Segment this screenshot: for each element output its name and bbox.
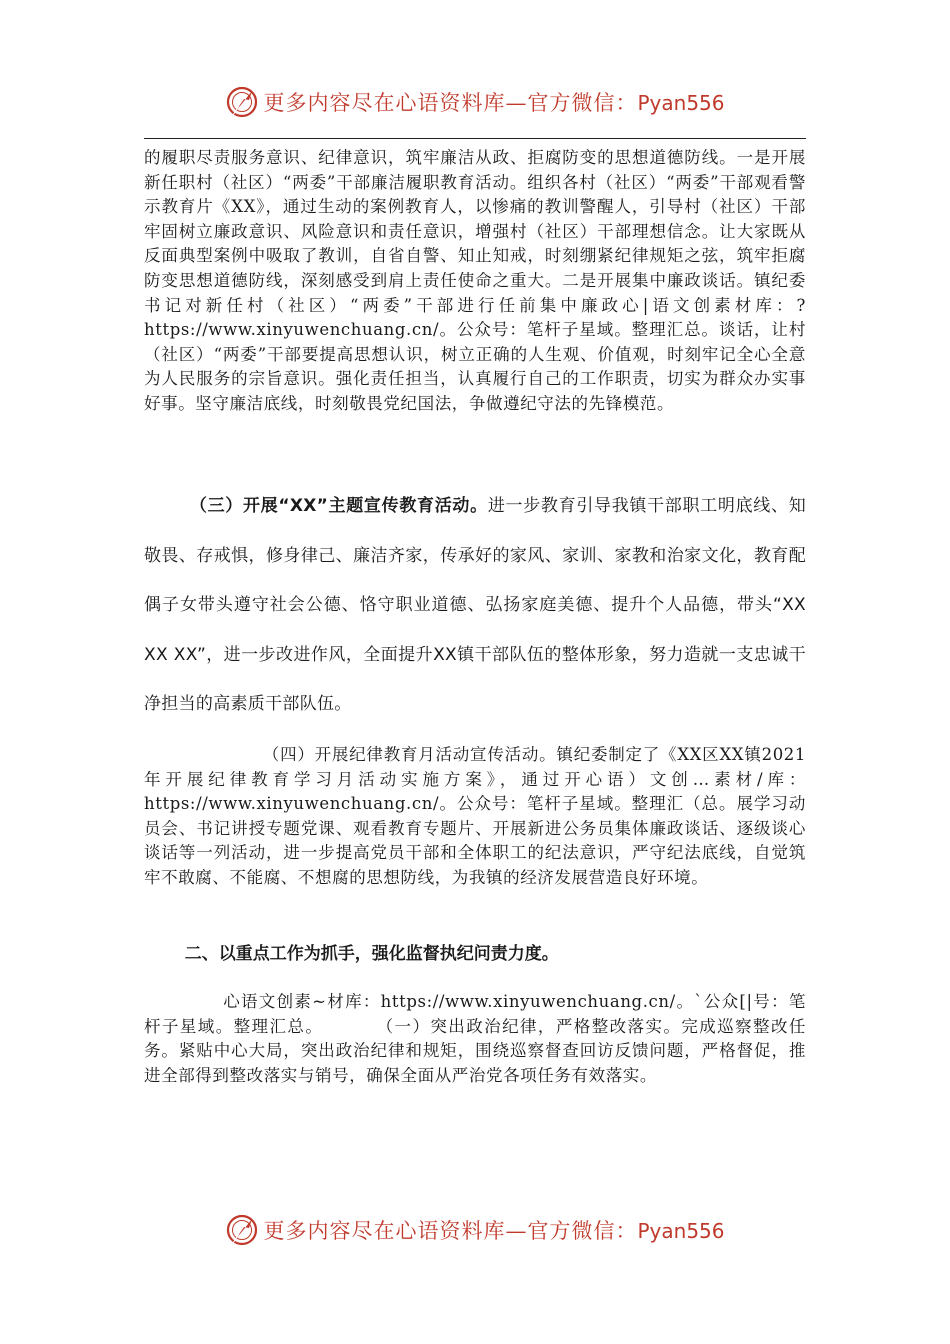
footer-banner: [0, 1208, 950, 1252]
section-3-text: 进一步教育引导我镇干部职工明底线、知敬畏、存戒惧，修身律己、廉洁齐家，传承好的家风、家训、家教和治家文化，教育配偶子女带头遵守社会公德、恪守职业道德、弘扬家庭美德、提升个人品德，带头“XX XX XX”，进一步改进作风，全面提升XX镇干部队伍的整体形象，努力造就一支忠诚干净担当的高素质干部队伍。: [144, 496, 806, 714]
header-divider: [144, 138, 806, 139]
banner-text: 更多内容尽在心语资料库—官方微信：Pyan556: [263, 91, 725, 115]
section-3: [144, 482, 806, 730]
wechat-id: Pyan556: [637, 1219, 725, 1243]
section-4: （四）开展纪律教育月活动宣传活动。镇纪委制定了《XX区XX镇2021年开展纪律教育学习月活动实施方案》，通过开心语）文创…素材/库：https://www.xinyuwenchuang.cn/。公众号：笔杆子星域。整理汇（总。展学习动员会、书记讲授专题党课、观看教育专题片、开展新进公务员集体廉政谈话、逐级谈心谈话等一列活动，进一步提高党员干部和全体职工的纪法意识，严守纪法底线，自觉筑牢不敢腐、不能腐、不想腐的思想防线，为我镇的经济发展营造良好环境。: [144, 745, 806, 887]
section-3-title: （三）开展“XX”主题宣传教育活动。: [189, 496, 488, 516]
header-banner: [0, 80, 950, 124]
quill-logo-icon: [225, 1213, 259, 1247]
paragraph-intro: 的履职尽责服务意识、纪律意识，筑牢廉洁从政、拒腐防变的思想道德防线。一是开展新任职村（社区）“两委”干部廉洁履职教育活动。组织各村（社区）“两委”干部观看警示教育片《XX》，通过生动的案例教育人，以惨痛的教训警醒人，引导村（社区）干部牢固树立廉政意识、风险意识和责任意识，增强村（社区）干部理想信念。让大家既从反面典型案例中吸取了教训，自省自警、知止知戒，时刻绷紧纪律规矩之弦，筑牢拒腐防变思想道德防线，深刻感受到肩上责任使命之重大。二是开展集中廉政谈话。镇纪委书记对新任村（社区）“两委”干部进行任前集中廉政心|语文创素材库：?https://www.xinyuwenchuang.cn/。公众号：笔杆子星域。整理汇总。谈话，让村（社区）“两委”干部要提高思想认识，树立正确的人生观、价值观，时刻牢记全心全意为人民服务的宗旨意识。强化责任担当，认真履行自己的工作职责，切实为群众办实事好事。坚守廉洁底线，时刻敬畏党纪国法，争做遵纪守法的先锋模范。: [144, 148, 806, 413]
wechat-id: Pyan556: [637, 91, 725, 115]
paragraph-last: 心语文创素~材库：https://www.xinyuwenchuang.cn/。`公众[|号：笔杆子星域。整理汇总。 （一）突出政治纪律，严格整改落实。完成巡察整改任务。紧贴中心大局，突出政治纪律和规矩，围绕巡察督查回访反馈问题，严格督促，推进全部得到整改落实与销号，确保全面从严治党各项任务有效落实。: [144, 992, 806, 1085]
banner-text: 更多内容尽在心语资料库—官方微信：Pyan556: [263, 1219, 725, 1243]
quill-logo-icon: [225, 85, 259, 119]
heading-2: 二、以重点工作为抓手，强化监督执纪问责力度。: [184, 944, 559, 964]
